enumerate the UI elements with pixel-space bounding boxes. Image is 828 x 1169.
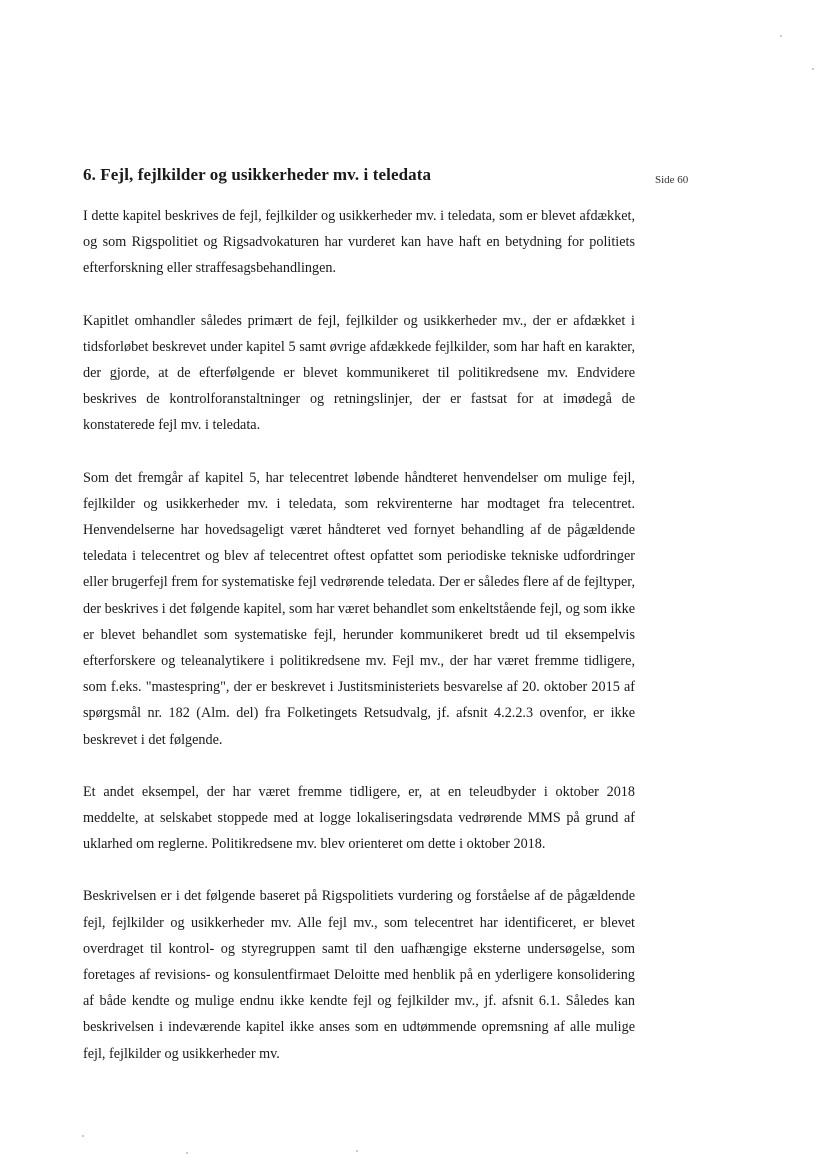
scan-speck — [812, 68, 814, 70]
paragraph: I dette kapitel beskrives de fejl, fejlkilder og usikkerheder mv. i teledata, som er blevet afdækket, og som Rigspolitiet og Rigsadvokaturen har vurderet kan have haft en betydning for politiets efterforskning eller straffesagsbehandlingen. — [83, 208, 635, 277]
scan-speck — [186, 1152, 188, 1154]
scan-speck — [780, 35, 782, 37]
paragraph: Et andet eksempel, der har været fremme tidligere, er, at en teleudbyder i oktober 2018 meddelte, at selskabet stoppede med at logge lokaliseringsdata vedrørende MMS på grund af uklarhed om reglerne. Politikredsene mv. blev orienteret om dette i oktober 2018. — [83, 783, 635, 853]
paragraph: Beskrivelsen er i det følgende baseret på Rigspolitiets vurdering og forståelse af de pågældende fejl, fejlkilder og usikkerheder mv. Alle fejl mv., som telecentret har identificeret, er blevet overdraget til kontrol- og styregruppen samt til den uafhængige eksterne undersøgelse, som foretages af revisions- og konsulentfirmaet Deloitte med henblik på en yderligere konsolidering af både kendte og mulige endnu ikke kendte fejl og fejlkilder mv., jf. afsnit 6.1. Således kan beskrivelsen i indeværende kapitel ikke anses som en udtømmende opremsning af alle mulige fejl, fejlkilder og usikkerheder mv. — [83, 888, 635, 1062]
paragraph: Kapitlet omhandler således primært de fejl, fejlkilder og usikkerheder mv., der er afdækket i tidsforløbet beskrevet under kapitel 5 samt øvrige afdækkede fejlkilder, som har haft en karakter, der gjorde, at de efterfølgende er blevet kommunikeret til politikredsene mv. Endvidere beskrives de kontrolforanstaltninger og retningslinjer, der er fastsat for at imødegå de konstaterede fejl mv. i teledata. — [83, 312, 635, 434]
paragraph: Som det fremgår af kapitel 5, har telecentret løbende håndteret henvendelser om mulige fejl, fejlkilder og usikkerheder mv. i teledata, som rekvirenterne har modtaget fra telecentret. Henvendelserne har hovedsageligt været håndteret ved fornyet behandling af de pågældende teledata i telecentret og blev af telecentret oftest opfattet som periodiske tekniske udfordringer eller brugerfejl frem for systematiske fejl vedrørende teledata. Der er således flere af de fejltyper, der beskrives i det følgende kapitel, som har været behandlet som enkeltstående fejl, og som ikke er blevet behandlet som systematiske fejl, herunder kommunikeret bredt ud til eksempelvis efterforskere og teleanalytikere i politikredsene mv. Fejl mv., der har været fremme tidligere, som f.eks. "mastespring", der er beskrevet i Justitsministeriets besvarelse af 20. oktober 2015 af spørgsmål nr. 182 (Alm. del) fra Folketingets Retsudvalg, jf. afsnit 4.2.2.3 ovenfor, er ikke beskrevet i det følgende. — [83, 469, 635, 748]
chapter-heading: 6. Fejl, fejlkilder og usikkerheder mv. i teledata — [83, 165, 432, 184]
document-body — [83, 203, 635, 1093]
scan-speck — [82, 1135, 84, 1137]
page-number: Side 60 — [655, 174, 689, 186]
scan-speck — [356, 1150, 358, 1152]
